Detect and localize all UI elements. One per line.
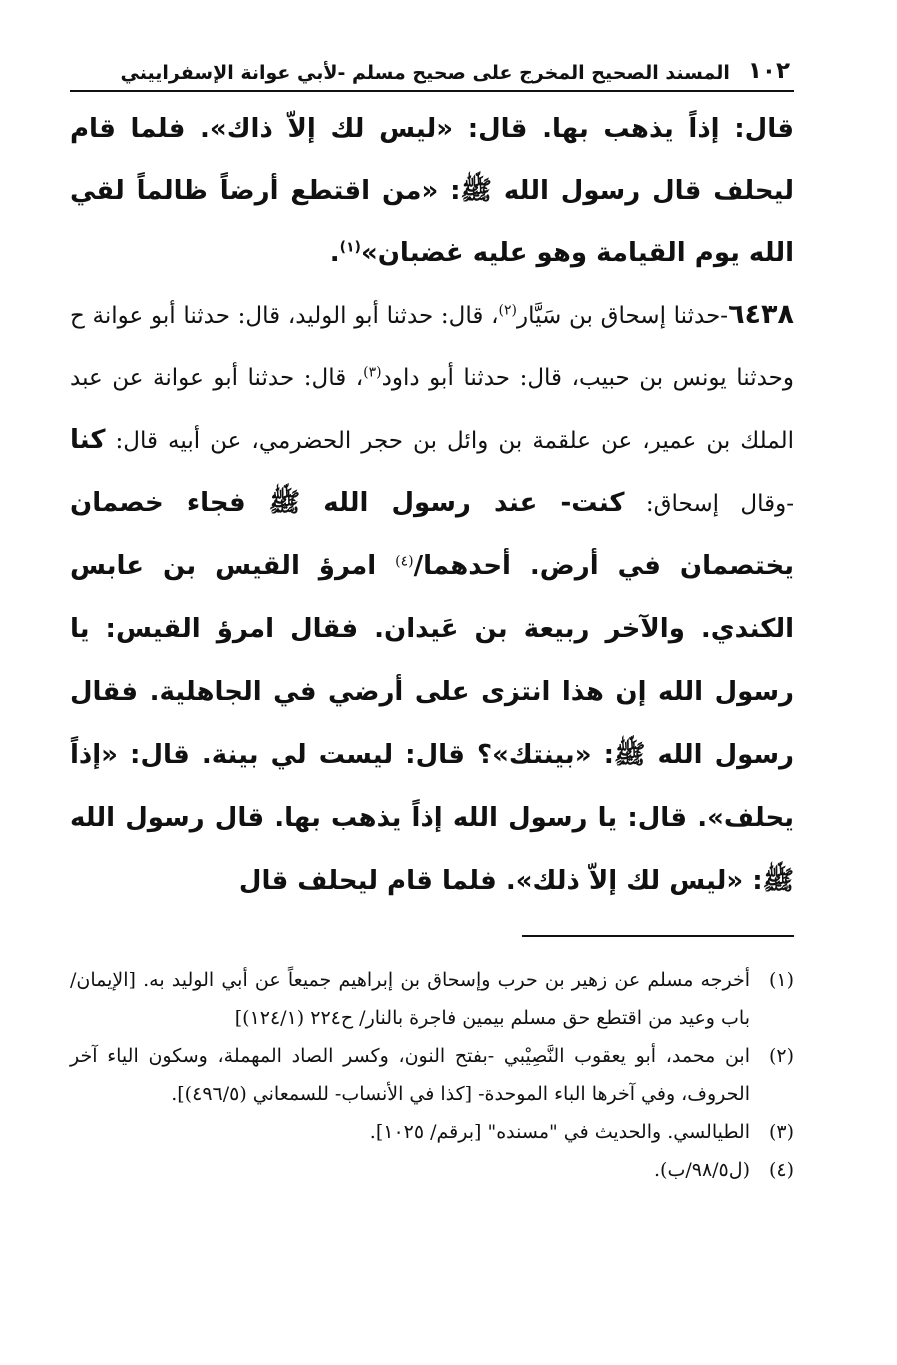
hadith-text: كنت- عند رسول الله ﷺ فجاء خصمان يختصمان في أرض. أحدهما/	[70, 488, 794, 581]
paragraph-text: قال: إذاً يذهب بها. قال: «ليس لك إلاّ ذاك». فلما قام ليحلف قال رسول الله ﷺ: «من اقتطع أرضاً ظالماً لقي الله يوم القيامة وهو عليه غضبان»	[70, 114, 794, 268]
footnote-number: (٤)	[768, 1159, 794, 1181]
footnote-text: (ل٩٨/٥/ب).	[654, 1159, 750, 1181]
footnote	[70, 1151, 794, 1189]
footnote-number: (١)	[768, 969, 794, 991]
footnote-text: الطيالسي. والحديث في "مسنده" [برقم/ ١٠٢٥].	[369, 1121, 750, 1143]
footnote	[70, 1113, 794, 1151]
main-text	[70, 98, 794, 913]
footnote	[70, 1037, 794, 1113]
footnote-reference: (٢)	[498, 302, 517, 319]
hadith-text: امرؤ القيس بن عابس الكندي. والآخر ربيعة بن عَيدان. فقال امرؤ القيس: يا رسول الله إن هذا انتزى على أرضي في الجاهلية. فقال رسول الله ﷺ: «بينتك»؟ قال: ليست لي بينة. قال: «إذاً يحلف». قال: يا رسول الله إذاً يذهب بها. قال رسول الله ﷺ: «ليس لك إلاّ ذلك». فلما قام ليحلف قال	[70, 551, 794, 896]
paragraph-end: .	[329, 238, 340, 268]
book-page	[70, 52, 794, 1189]
footnote-text: ابن محمد، أبو يعقوب النَّصِيْبي -بفتح النون، وكسر الصاد المهملة، وسكون الياء آخر الحروف، وفي آخرها الباء الموحدة- [كذا في الأنساب- للسمعاني (٤٩٦/٥)].	[70, 1045, 750, 1105]
footnote-number: (٢)	[768, 1045, 794, 1067]
narration-chain: -حدثنا إسحاق بن سَيَّار	[516, 303, 729, 329]
footnote-divider	[522, 935, 794, 937]
paragraph-continuation	[70, 98, 794, 284]
narration-chain: ، قال: حدثنا أبو عوانة عن عبد الملك بن عمير، عن علقمة بن وائل بن حجر الحضرمي، عن أبيه قال:	[70, 365, 794, 454]
hadith-text: كنا	[70, 425, 106, 455]
hadith-number: ٦٤٣٨	[728, 299, 794, 330]
page-number: ١٠٢	[747, 58, 790, 84]
footnote	[70, 961, 794, 1037]
footnote-text: أخرجه مسلم عن زهير بن حرب وإسحاق بن إبراهيم جميعاً عن أبي الوليد به. [الإيمان/ باب وعيد من اقتطع حق مسلم بيمين فاجرة بالنار/ ح٢٢٤ (١٢٤/١)]	[70, 969, 750, 1029]
running-header	[70, 52, 794, 92]
footnotes	[70, 961, 794, 1189]
footnote-reference: (٣)	[363, 364, 382, 381]
footnote-number: (٣)	[768, 1121, 794, 1143]
narration-chain: ، قال: حدثنا أبو الوليد، قال: حدثنا أبو عوانة ح وحدثنا يونس بن حبيب، قال: حدثنا أبو داود	[70, 303, 794, 391]
narration-chain: -وقال إسحاق:	[624, 491, 794, 517]
footnote-reference: (٤)	[395, 553, 414, 570]
book-title: المسند الصحيح المخرج على صحيح مسلم -لأبي عوانة الإسفراييني	[120, 62, 730, 84]
footnote-reference: (١)	[339, 239, 361, 256]
hadith-entry	[70, 284, 794, 913]
